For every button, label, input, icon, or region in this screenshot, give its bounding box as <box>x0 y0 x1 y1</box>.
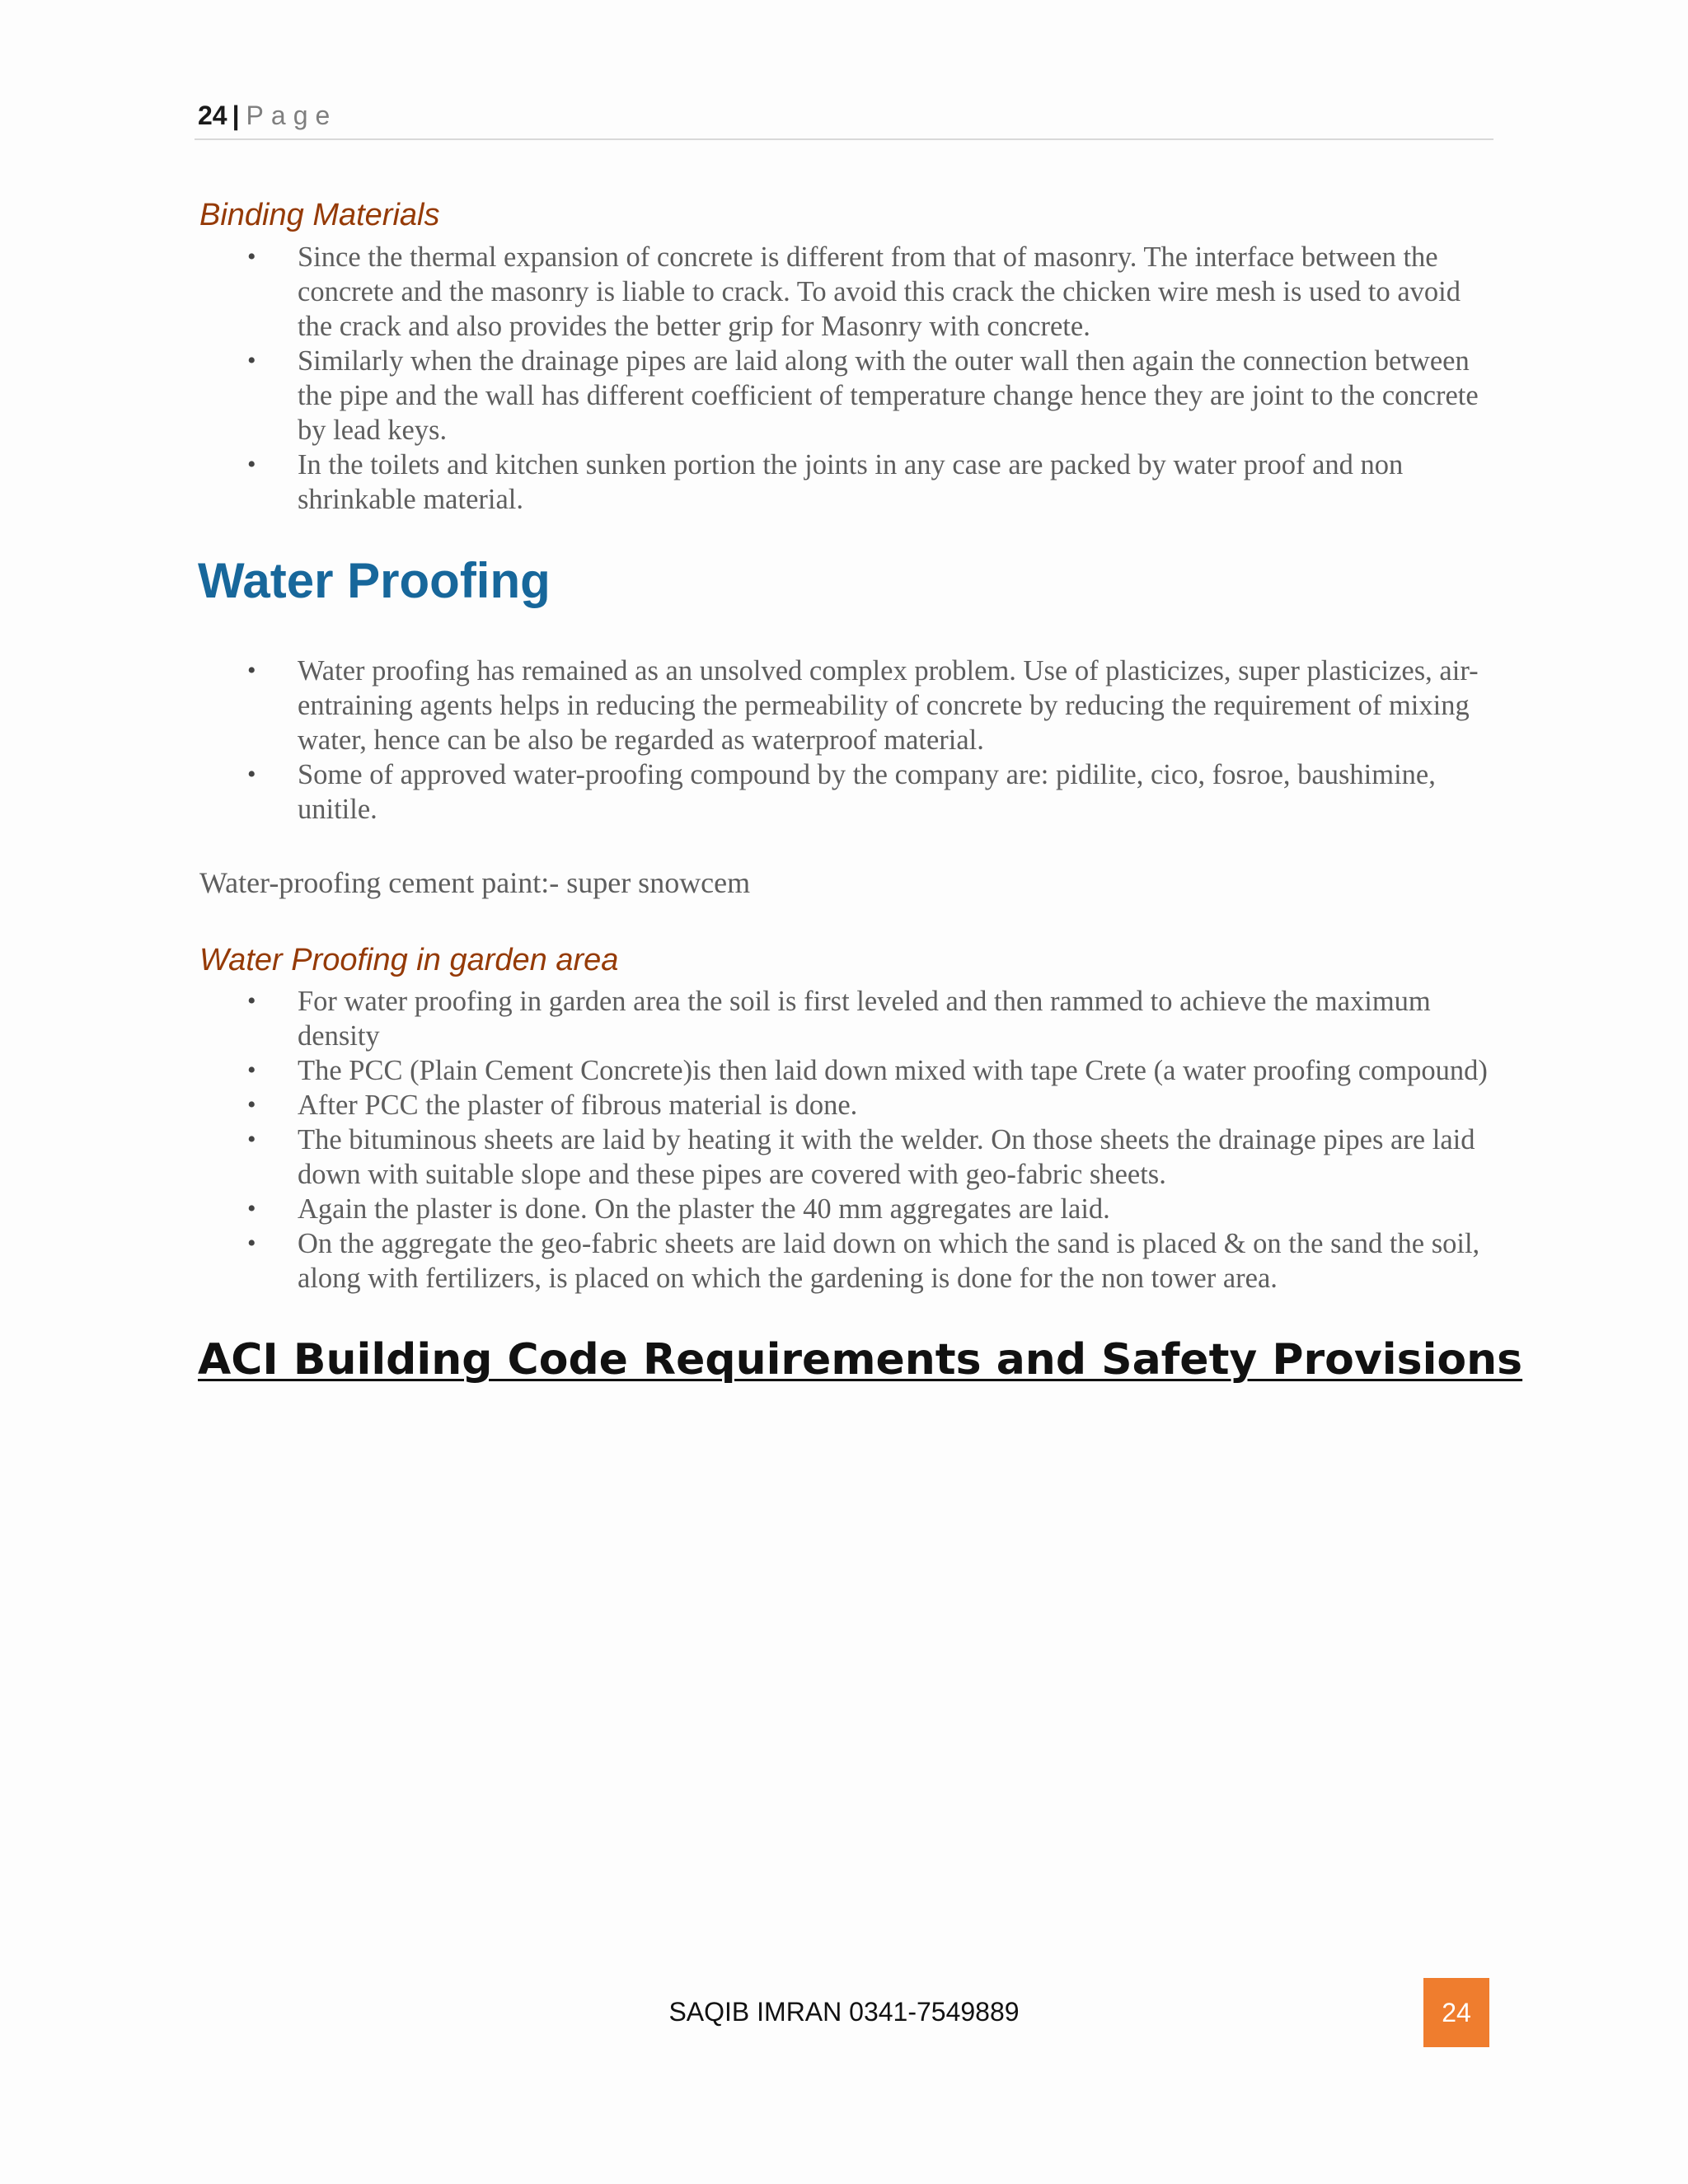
list-item <box>198 757 1492 827</box>
header-separator: | <box>232 101 240 130</box>
list-item <box>198 1122 1492 1192</box>
list-item-text: Some of approved water-proofing compound by the company are: pidilite, cico, fosroe, baushimine, unitile. <box>298 759 1436 825</box>
cement-paint-line: Water-proofing cement paint:- super snowcem <box>199 866 751 899</box>
list-item-text: After PCC the plaster of fibrous material is done. <box>298 1090 858 1121</box>
bullet-icon: • <box>247 451 256 478</box>
bullet-icon: • <box>247 243 256 270</box>
header-page-number: 24 <box>198 101 227 130</box>
list-item-text: On the aggregate the geo-fabric sheets are laid down on which the sand is placed & on the sand the soil, along with fertilizers, is placed on which the gardening is done for the non tower area. <box>298 1228 1480 1294</box>
garden-waterproofing-list <box>198 984 1492 1296</box>
bullet-icon: • <box>247 987 256 1015</box>
list-item <box>198 240 1492 344</box>
header-rule <box>195 138 1493 140</box>
footer-author: SAQIB IMRAN 0341-7549889 <box>668 1997 1020 2027</box>
water-proofing-heading: Water Proofing <box>198 553 551 608</box>
list-item <box>198 1053 1492 1088</box>
bullet-icon: • <box>247 1195 256 1222</box>
garden-waterproofing-heading: Water Proofing in garden area <box>199 943 619 977</box>
list-item <box>198 984 1492 1053</box>
bullet-icon: • <box>247 1057 256 1084</box>
list-item <box>198 1088 1492 1122</box>
list-item-text: The PCC (Plain Cement Concrete)is then laid down mixed with tape Crete (a water proofing compound) <box>298 1055 1488 1086</box>
bullet-icon: • <box>247 1230 256 1257</box>
list-item <box>198 1192 1492 1226</box>
water-proofing-list <box>198 654 1492 827</box>
bullet-icon: • <box>247 347 256 374</box>
list-item <box>198 344 1492 448</box>
binding-materials-heading: Binding Materials <box>199 198 440 232</box>
binding-materials-list <box>198 240 1492 517</box>
footer-page-number-badge: 24 <box>1423 1978 1489 2047</box>
bullet-icon: • <box>247 1126 256 1153</box>
bullet-icon: • <box>247 657 256 684</box>
list-item-text: Since the thermal expansion of concrete is different from that of masonry. The interface between the concrete and the masonry is liable to crack. To avoid this crack the chicken wire mesh is used to avoid the crack and also provides the better grip for Masonry with concrete. <box>298 241 1461 342</box>
list-item <box>198 448 1492 517</box>
list-item <box>198 654 1492 757</box>
list-item-text: For water proofing in garden area the soil is first leveled and then rammed to achieve the maximum density <box>298 986 1431 1052</box>
bullet-icon: • <box>247 761 256 788</box>
list-item-text: The bituminous sheets are laid by heating it with the welder. On those sheets the drainage pipes are laid down with suitable slope and these pipes are covered with geo-fabric sheets. <box>298 1124 1475 1190</box>
list-item-text: Similarly when the drainage pipes are laid along with the outer wall then again the connection between the pipe and the wall has different coefficient of temperature change hence they are joint to the concrete by lead keys. <box>298 345 1479 446</box>
list-item-text: Water proofing has remained as an unsolved complex problem. Use of plasticizes, super plasticizes, air-entraining agents helps in reducing the permeability of concrete by reducing the requirement of mixing water, hence can be also be regarded as waterproof material. <box>298 655 1479 756</box>
list-item-text: Again the plaster is done. On the plaster the 40 mm aggregates are laid. <box>298 1193 1110 1225</box>
list-item <box>198 1226 1492 1296</box>
bullet-icon: • <box>247 1091 256 1118</box>
list-item-text: In the toilets and kitchen sunken portion the joints in any case are packed by water proof and non shrinkable material. <box>298 449 1404 515</box>
header-page-word: Page <box>246 101 338 130</box>
aci-section-heading: ACI Building Code Requirements and Safety Provisions <box>198 1335 1523 1385</box>
page-header <box>198 101 337 131</box>
